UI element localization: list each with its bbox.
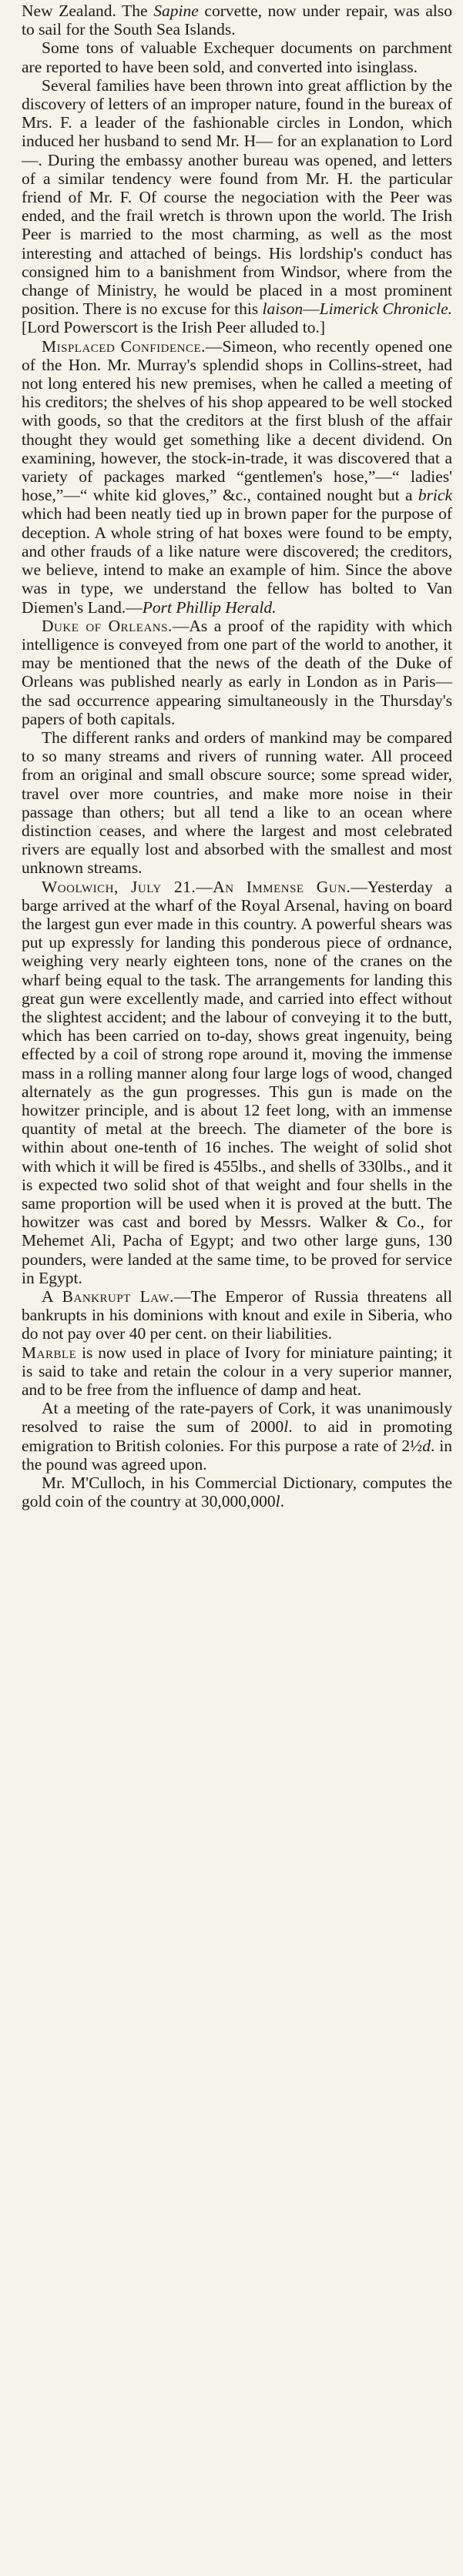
article-text: . in the pound was agreed upon.	[22, 1436, 452, 1474]
source-attribution: Limerick Chronicle.	[319, 299, 452, 319]
article-text: Some tons of valuable Exchequer documents on parchment are reported to have been sold, and converted into isinglass.	[22, 38, 452, 76]
article-heading: A Bankrupt Law.	[42, 1287, 174, 1306]
article-paragraph	[22, 1399, 452, 1474]
article-paragraph	[22, 1343, 452, 1400]
article-paragraph	[22, 337, 452, 617]
article-text: which had been neatly tied up in brown paper for the purpose of deception. A whole string of hat boxes were found to be empty, and other frauds of a like nature were discovered; the creditors, we believe, intend to make an example of him. Since the above was in type, we understand the fellow has bolted to Van Diemen's Land.—	[22, 504, 452, 617]
article-text: . to aid in promoting emigration to British colonies. For this purpose a rate of 2½	[22, 1417, 452, 1455]
article-heading: Marble	[22, 1343, 77, 1362]
article-text: —Yesterday a barge arrived at the wharf of the Royal Arsenal, having on board the largest gun ever made in this country. A powerful shears was put up expressly for landing this ponderous piece of ordnance, weighing very nearly eighteen tons, none of the cranes on the wharf being equal to the task. The arrangements for landing this great gun were excellently made, and carried into effect without the slightest accident; and the labour of conveying it to the butt, which has been carried on to-day, shows great ingenuity, being effected by a coil of strong rope around it, moving the immense mass in a rolling manner along four large logs of wood, changed alternately as the gun progresses. This gun is made on the howitzer principle, and is about 12 feet long, with an immense quantity of metal at the breech. The diameter of the bore is within about one-tenth of 16 inches. The weight of solid shot with which it will be fired is 455lbs., and shells of 330lbs., and it is expected two solid shot of that weight and four shells in the same proportion will be used when it is proved at the butt. The howitzer was cast and bored by Messrs. Walker & Co., for Mehemet Ali, Pacha of Egypt; and two other large guns, 130 pounders, were landed at the same time, to be proved for service in Egypt.	[22, 877, 453, 1287]
source-attribution: Port Phillip Herald.	[142, 597, 277, 617]
article-paragraph	[22, 728, 452, 878]
article-paragraph	[22, 38, 452, 75]
article-text: .	[280, 1492, 284, 1511]
italic-text: l	[284, 1417, 289, 1437]
article-paragraph	[22, 617, 452, 728]
article-text: corvette, now under repair, was also to sail for the South Sea Islands.	[22, 2, 452, 39]
article-paragraph	[22, 1474, 452, 1510]
italic-text: Sapine	[153, 2, 199, 20]
article-paragraph	[22, 878, 452, 1287]
article-text: —As a proof of the rapidity with which intelligence is conveyed from one part of the world to another, it may be mentioned that the news of the death of the Duke of Orleans was published nearly as early in London as in Paris—the sad occurrence appearing simultaneously in the Thursday's papers of both capitals.	[22, 616, 452, 728]
article-text: Mr. M'Culloch, in his Commercial Dictionary, computes the gold coin of the country at 30,000,000	[22, 1474, 452, 1511]
article-paragraph	[22, 76, 452, 337]
article-text: New Zealand. The	[22, 2, 154, 20]
article-text: Several families have been thrown into great affliction by the discovery of letters of an improper nature, found in the bureax of Mrs. F. a leader of the fashionable circles in London, which induced her husband to send Mr. H— for an explanation to Lord—. During the embassy another bureau was opened, and letters of a similar tendency were found from Mr. H. the particular friend of Mr. F. Of course the negociation with the Peer was ended, and the frail wretch is thrown upon the world. The Irish Peer is married to the most charming, as well as the most interesting and attached of beings. His lordship's conduct has consigned him to a banishment from Windsor, where from the change of Ministry, he would be placed in a most prominent position. There is no excuse for this	[22, 75, 452, 319]
article-text: —	[303, 299, 320, 319]
article-text: [Lord Powerscort is the Irish Peer alluded to.]	[22, 318, 326, 337]
italic-text: d	[422, 1436, 431, 1455]
italic-text: l	[275, 1492, 280, 1511]
article-text: —Simeon, who recently opened one of the Hon. Mr. Murray's splendid shops in Collins-street, had not long entered his new premises, when he called a meeting of his creditors; the shelves of his shop appeared to be well stocked with goods, so that the creditors at the first blush of the affair thought they would get something like a decent dividend. On examining, however, the stock-in-trade, it was discovered that a variety of packages marked “gentlemen's hose,”—“ ladies' hose,”—“ white kid gloves,” &c., contained nought but a	[22, 336, 452, 505]
italic-text: brick	[418, 486, 452, 505]
italic-text: laison	[262, 299, 304, 319]
article-heading: Woolwich, July 21.—An Immense Gun.	[42, 877, 351, 896]
article-heading: Duke of Orleans.	[42, 616, 173, 635]
article-paragraph	[22, 2, 452, 38]
article-text: The different ranks and orders of mankind may be compared to so many streams and rivers of running water. All proceed from an original and small obscure source; some spread wider, travel over more countries, and make more noise in their passage than others; but all tend a like to an ocean where distinction ceases, and where the largest and most celebrated rivers are equally lost and absorbed with the smallest and most unknown streams.	[22, 728, 452, 878]
article-heading: Misplaced Confidence.	[42, 336, 206, 356]
article-text: —The Emperor of Russia threatens all bankrupts in his dominions with knout and exile in Siberia, who do not pay over 40 per cent. on their liabilities.	[22, 1287, 452, 1343]
article-text: At a meeting of the rate-payers of Cork, it was unanimously resolved to raise the sum of 2000	[22, 1399, 452, 1437]
article-paragraph	[22, 1287, 452, 1343]
article-text: is now used in place of Ivory for miniature painting; it is said to take and retain the colour in a very superior manner, and to be free from the influence of damp and heat.	[22, 1343, 452, 1400]
